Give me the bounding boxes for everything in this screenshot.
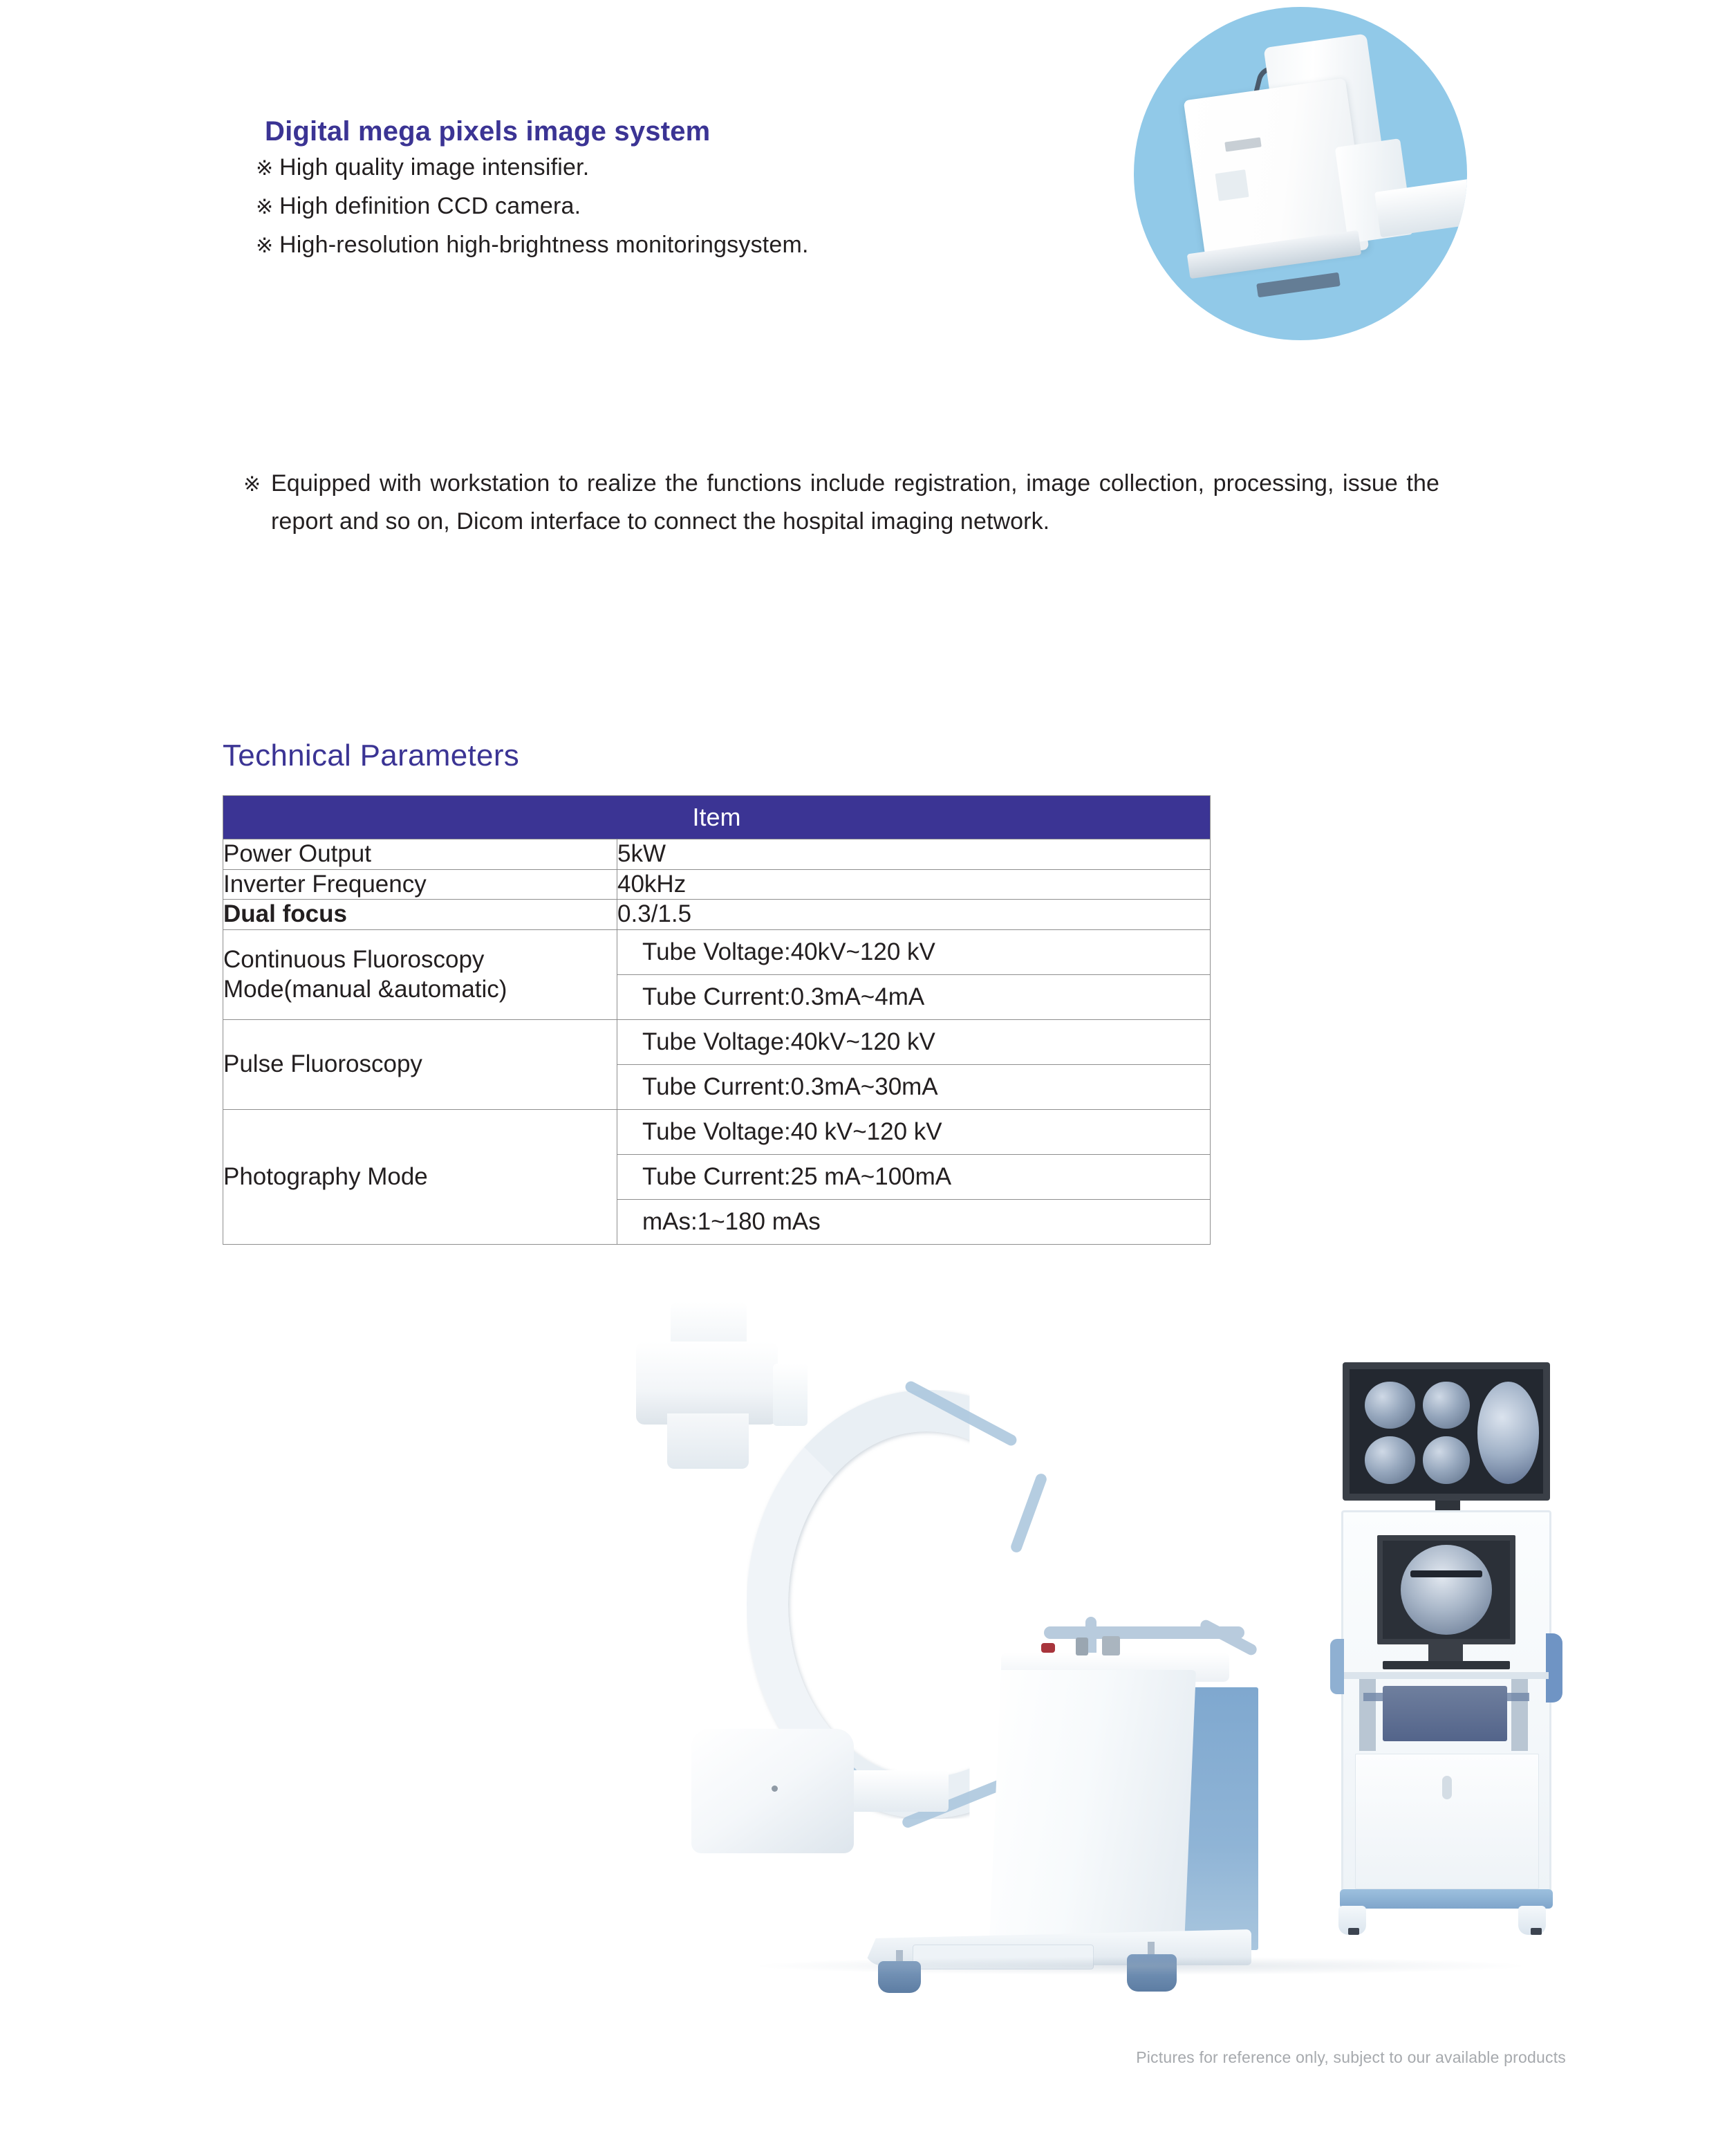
technical-parameters-title: Technical Parameters [223, 739, 520, 772]
xray-main-image-shape [1477, 1382, 1540, 1484]
workstation-paragraph-text: Equipped with workstation to realize the functions include registration, image collection, processing, issue the report and so on, Dicom interface to connect the hospital imaging network. [271, 470, 1439, 535]
control-knob-shape [1076, 1638, 1088, 1655]
row-value: Tube Current:0.3mA~4mA [642, 983, 925, 1011]
main-monitor-base-shape [1383, 1661, 1510, 1669]
row-label: Dual focus [223, 900, 617, 930]
list-item-label: High definition CCD camera. [279, 193, 581, 220]
nested-value-table [617, 1020, 1210, 1109]
reference-mark-icon: ※ [243, 473, 261, 496]
row-value: 0.3/1.5 [617, 900, 1211, 930]
row-label: Photography Mode [223, 1110, 617, 1245]
c-arm-rail-shape [1009, 1472, 1048, 1554]
row-value: Tube Current:0.3mA~30mA [642, 1073, 938, 1101]
row-label: Pulse Fluoroscopy [223, 1020, 617, 1110]
image-intensifier-side-shape [773, 1364, 808, 1426]
list-item [256, 154, 1085, 181]
c-arm-x-ray-machine-photo [601, 1286, 1293, 1985]
row-value: mAs:1~180 mAs [642, 1208, 821, 1236]
xray-fluoroscopy-image-shape [1401, 1545, 1492, 1635]
table-row [223, 869, 1211, 900]
section-title: Digital mega pixels image system [265, 116, 711, 147]
main-monitor-shape [1377, 1535, 1515, 1644]
list-item [256, 192, 1085, 220]
reference-mark-icon: ※ [256, 157, 274, 180]
cart-side-rail-shape [1330, 1639, 1344, 1694]
xray-thumbnail-shape [1423, 1382, 1469, 1429]
upper-monitor-neck-shape [1435, 1501, 1460, 1510]
cabinet-latch-shape [1442, 1776, 1452, 1799]
row-value: Tube Voltage:40 kV~120 kV [617, 1110, 1210, 1155]
intensifier-shadow-shape [1256, 272, 1341, 298]
row-value: 5kW [617, 839, 1211, 870]
upper-monitor-shape [1343, 1362, 1550, 1501]
image-intensifier-barrel-shape [667, 1413, 749, 1469]
table-row [223, 1020, 1211, 1110]
x-ray-tube-marker-shape [772, 1785, 778, 1792]
cart-post-shape [1511, 1675, 1528, 1751]
reference-mark-icon: ※ [256, 196, 274, 219]
table-row [223, 930, 1211, 1020]
nested-value-table [617, 930, 1210, 1019]
xray-thumbnail-shape [1365, 1436, 1415, 1483]
list-item-label: High quality image intensifier. [279, 154, 590, 180]
main-monitor-stand-shape [1428, 1644, 1463, 1662]
table-row [223, 839, 1211, 870]
cabinet-door-shape [1355, 1754, 1539, 1889]
row-value: Tube Current:25 mA~100mA [617, 1155, 1210, 1200]
table-header-row [223, 796, 1211, 839]
row-label: Power Output [223, 839, 617, 870]
image-intensifier-head-shape [636, 1342, 778, 1425]
row-value-group [617, 1110, 1211, 1245]
row-value: 40kHz [617, 869, 1211, 900]
row-value-group [617, 1020, 1211, 1110]
floor-shadow [760, 1957, 1521, 1975]
row-value-group [617, 930, 1211, 1020]
control-knob-shape [1102, 1636, 1120, 1655]
table-header-item: Item [223, 796, 1211, 839]
cart-shelf-shape [1344, 1672, 1549, 1679]
row-label: Inverter Frequency [223, 869, 617, 900]
list-item [256, 231, 1085, 259]
image-intensifier-photo [1134, 7, 1467, 340]
row-label-line1: Continuous Fluoroscopy [223, 945, 485, 973]
keyboard-drawer-shape [1383, 1686, 1507, 1741]
row-value: Tube Voltage:40kV~120 kV [617, 930, 1210, 975]
workstation-paragraph [243, 465, 1439, 541]
row-value: Tube Voltage:40kV~120 kV [617, 1020, 1210, 1065]
xray-implant-shape [1410, 1570, 1482, 1577]
product-photo-stage [0, 1265, 1736, 2005]
upper-monitor-screen [1350, 1369, 1543, 1494]
footnote: Pictures for reference only, subject to our available products [1136, 2048, 1566, 2066]
cart-side-handle-shape [1546, 1633, 1562, 1703]
nested-value-table [617, 1110, 1210, 1244]
cart-caster-brake-shape [1348, 1928, 1359, 1935]
x-ray-tube-arm-shape [845, 1770, 949, 1812]
reference-mark-icon: ※ [256, 234, 274, 258]
workstation-monitor-cart-photo [1300, 1362, 1590, 1950]
cart-caster-brake-shape [1531, 1928, 1542, 1935]
emergency-knob-shape [1041, 1643, 1055, 1653]
list-item-label: High-resolution high-brightness monitoringsystem. [279, 232, 809, 259]
xray-thumbnail-shape [1365, 1382, 1415, 1429]
device-panel-shape [1215, 169, 1249, 201]
cart-post-shape [1359, 1675, 1376, 1751]
xray-thumbnail-shape [1423, 1436, 1469, 1483]
row-label-line2: Mode(manual &automatic) [223, 975, 507, 1003]
main-monitor-screen [1383, 1541, 1510, 1639]
generator-body-shape [989, 1670, 1196, 1960]
technical-parameters-table [223, 795, 1211, 1245]
feature-bullet-list [256, 154, 1085, 270]
row-label [223, 930, 617, 1020]
table-row [223, 1110, 1211, 1245]
table-row [223, 900, 1211, 930]
